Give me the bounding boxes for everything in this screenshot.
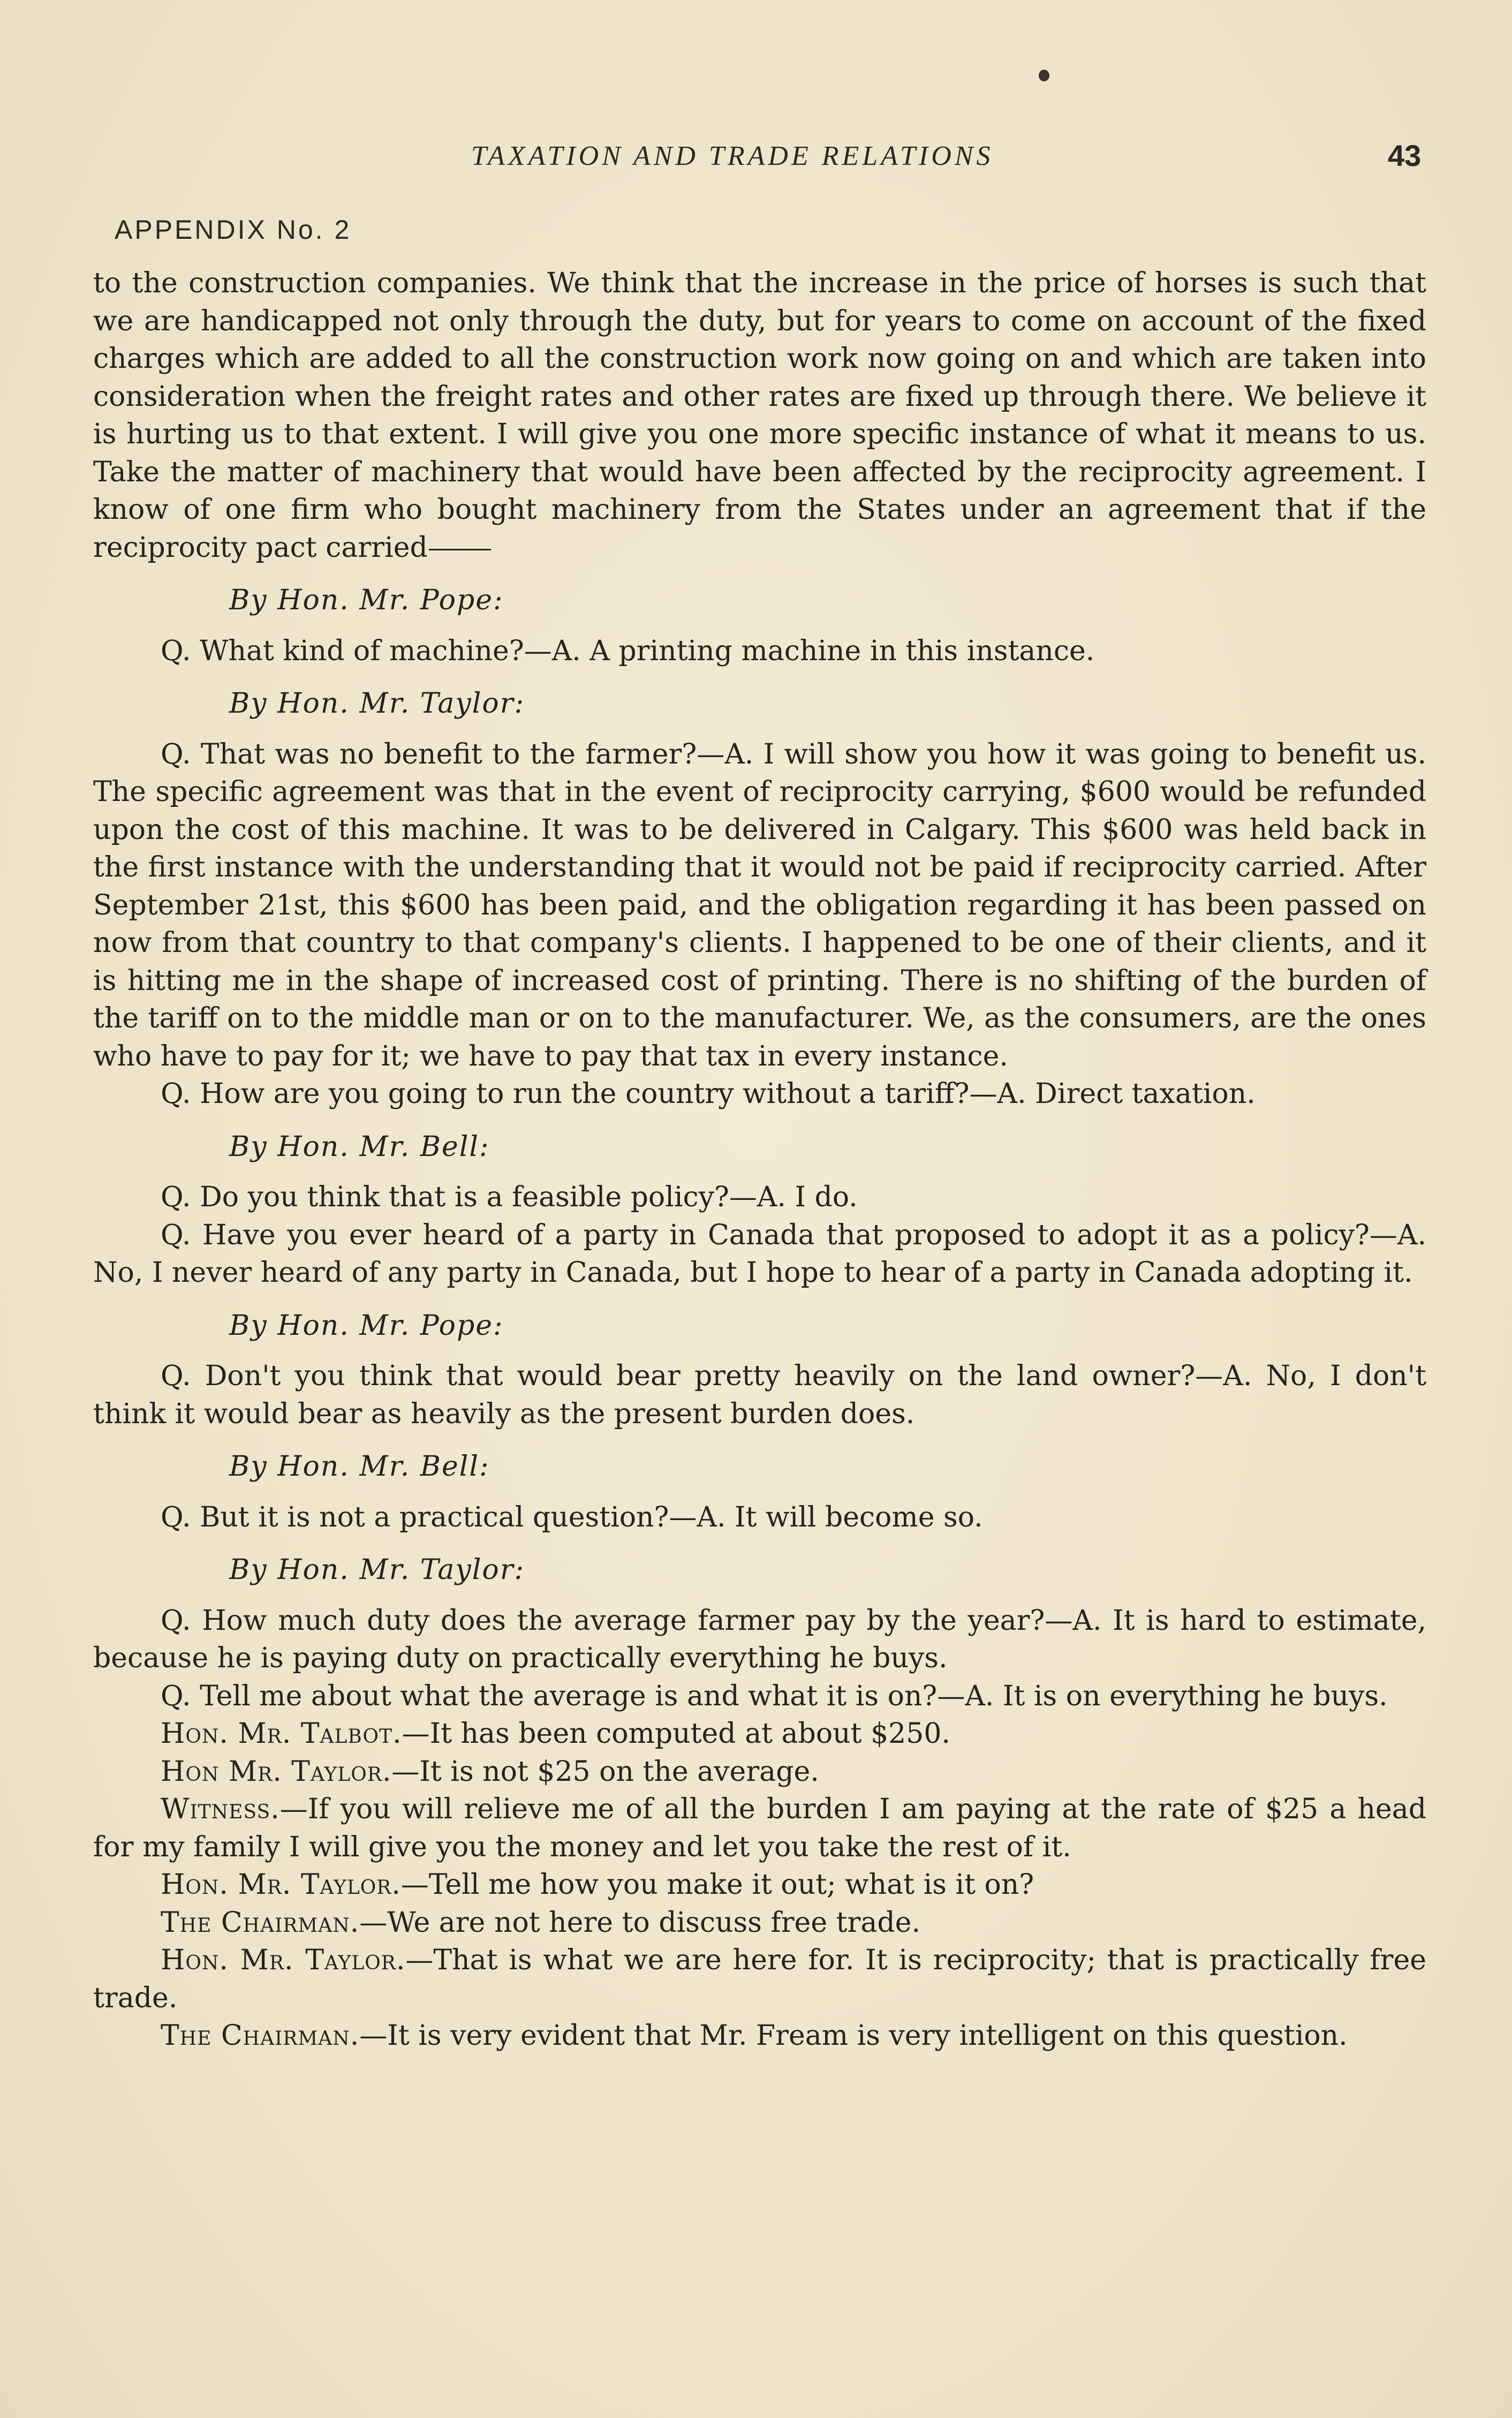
paragraph: to the construction companies. We think that the increase in the price of horses is such that we are handicapped not only through the duty, but for years to come on account of the fixed charges which are added to all the construction work now going on and which are taken into consideration when the freight rates and other rates are fixed up through there. We believe it is hurting us to that extent. I will give you one more specific instance of what it means to us. Take the matter of machinery that would have been affected by the reciprocity agreement. I know of one firm who bought machinery from the States under an agreement that if the reciprocity pact carried bbox=[93, 267, 1426, 564]
speaker-heading: By Hon. Mr. Taylor: bbox=[229, 687, 525, 720]
page-number: 43 bbox=[1388, 139, 1422, 172]
running-title: TAXATION AND TRADE RELATIONS bbox=[471, 141, 994, 171]
speaker-heading: By Hon. Mr. Bell: bbox=[229, 1130, 490, 1163]
speaker-heading: By Hon. Mr. Taylor: bbox=[229, 1554, 525, 1586]
speaker-remark: —It is very evident that Mr. Fream is very intelligent on this question. bbox=[359, 2020, 1348, 2052]
speaker-paragraph bbox=[93, 1753, 1426, 1791]
question-paragraph: Q. But it is not a practical question?—A. It will become so. bbox=[161, 1501, 983, 1533]
question-paragraph: Q. How are you going to run the country without a tariff?—A. Direct taxation. bbox=[161, 1078, 1256, 1110]
question-paragraph: Q. Have you ever heard of a party in Canada that proposed to adopt it as a policy?—A. No, I never heard of any party in Canada, but I hope to hear of a party in Canada adopting it. bbox=[93, 1219, 1426, 1289]
speaker-name: Hon. Mr. Taylor. bbox=[161, 1944, 406, 1976]
speaker-heading: By Hon. Mr. Bell: bbox=[229, 1450, 490, 1483]
question-paragraph: Q. Tell me about what the average is and what it is on?—A. It is on everything he buys. bbox=[161, 1680, 1388, 1712]
speaker-name: The Chairman. bbox=[161, 1906, 360, 1939]
speaker-heading: By Hon. Mr. Pope: bbox=[229, 1309, 504, 1342]
speaker-name: Hon. Mr. Taylor. bbox=[161, 1869, 401, 1901]
speaker-paragraph bbox=[93, 1941, 1426, 2017]
speaker-paragraph bbox=[93, 1866, 1426, 1904]
question-paragraph: Q. How much duty does the average farmer pay by the year?—A. It is hard to estimate, because he is paying duty on practically everything he buys. bbox=[93, 1604, 1426, 1674]
speaker-remark: —Tell me how you make it out; what is it on? bbox=[400, 1869, 1034, 1901]
speaker-name: Witness. bbox=[161, 1793, 280, 1825]
em-dash-rule bbox=[429, 549, 491, 550]
speaker-paragraph bbox=[93, 1790, 1426, 1866]
speaker-name: Hon. Mr. Talbot. bbox=[161, 1718, 402, 1750]
speaker-heading: By Hon. Mr. Pope: bbox=[229, 584, 504, 616]
speaker-name: The Chairman. bbox=[161, 2020, 360, 2052]
speaker-name: Hon Mr. Taylor. bbox=[161, 1755, 392, 1788]
speaker-paragraph bbox=[93, 1715, 1426, 1753]
speaker-remark: —We are not here to discuss free trade. bbox=[359, 1906, 920, 1939]
question-paragraph: Q. Don't you think that would bear pretty heavily on the land owner?—A. No, I don't think it would bear as heavily as the present burden does. bbox=[93, 1360, 1426, 1430]
question-paragraph: Q. Do you think that is a feasible policy?—A. I do. bbox=[161, 1181, 858, 1213]
speaker-paragraph bbox=[93, 2017, 1426, 2055]
speaker-remark: —That is what we are here for. It is reciprocity; that is practically free trade. bbox=[93, 1944, 1427, 2014]
question-paragraph: Q. That was no benefit to the farmer?—A. I will show you how it was going to benefit us. The specific agreement was that in the event of reciprocity carrying, $600 would be refunded upon the cost of this machine. It was to be delivered in Calgary. This $600 was held back in the first instance with the understanding that it would not be paid if reciprocity carried. After September 21st, this $600 has been paid, and the obligation regarding it has been passed on now from that country to that company's clients. I happened to be one of their clients, and it is hitting me in the shape of increased cost of printing. There is no shifting of the burden of the tariff on to the middle man or on to the manufacturer. We, as the consumers, are the ones who have to pay for it; we have to pay that tax in every instance. bbox=[93, 738, 1426, 1072]
question-paragraph: Q. What kind of machine?—A. A printing machine in this instance. bbox=[161, 634, 1095, 667]
appendix-label: APPENDIX No. 2 bbox=[115, 215, 352, 245]
speaker-paragraph bbox=[93, 1904, 1426, 1942]
speaker-remark: —It has been computed at about $250. bbox=[402, 1718, 950, 1750]
speaker-remark: —If you will relieve me of all the burden I am paying at the rate of $25 a head for my family I will give you the money and let you take the rest of it. bbox=[93, 1793, 1426, 1863]
body-text bbox=[93, 265, 1426, 2055]
print-dot-mark bbox=[1039, 70, 1049, 81]
speaker-remark: —It is not $25 on the average. bbox=[391, 1755, 819, 1788]
